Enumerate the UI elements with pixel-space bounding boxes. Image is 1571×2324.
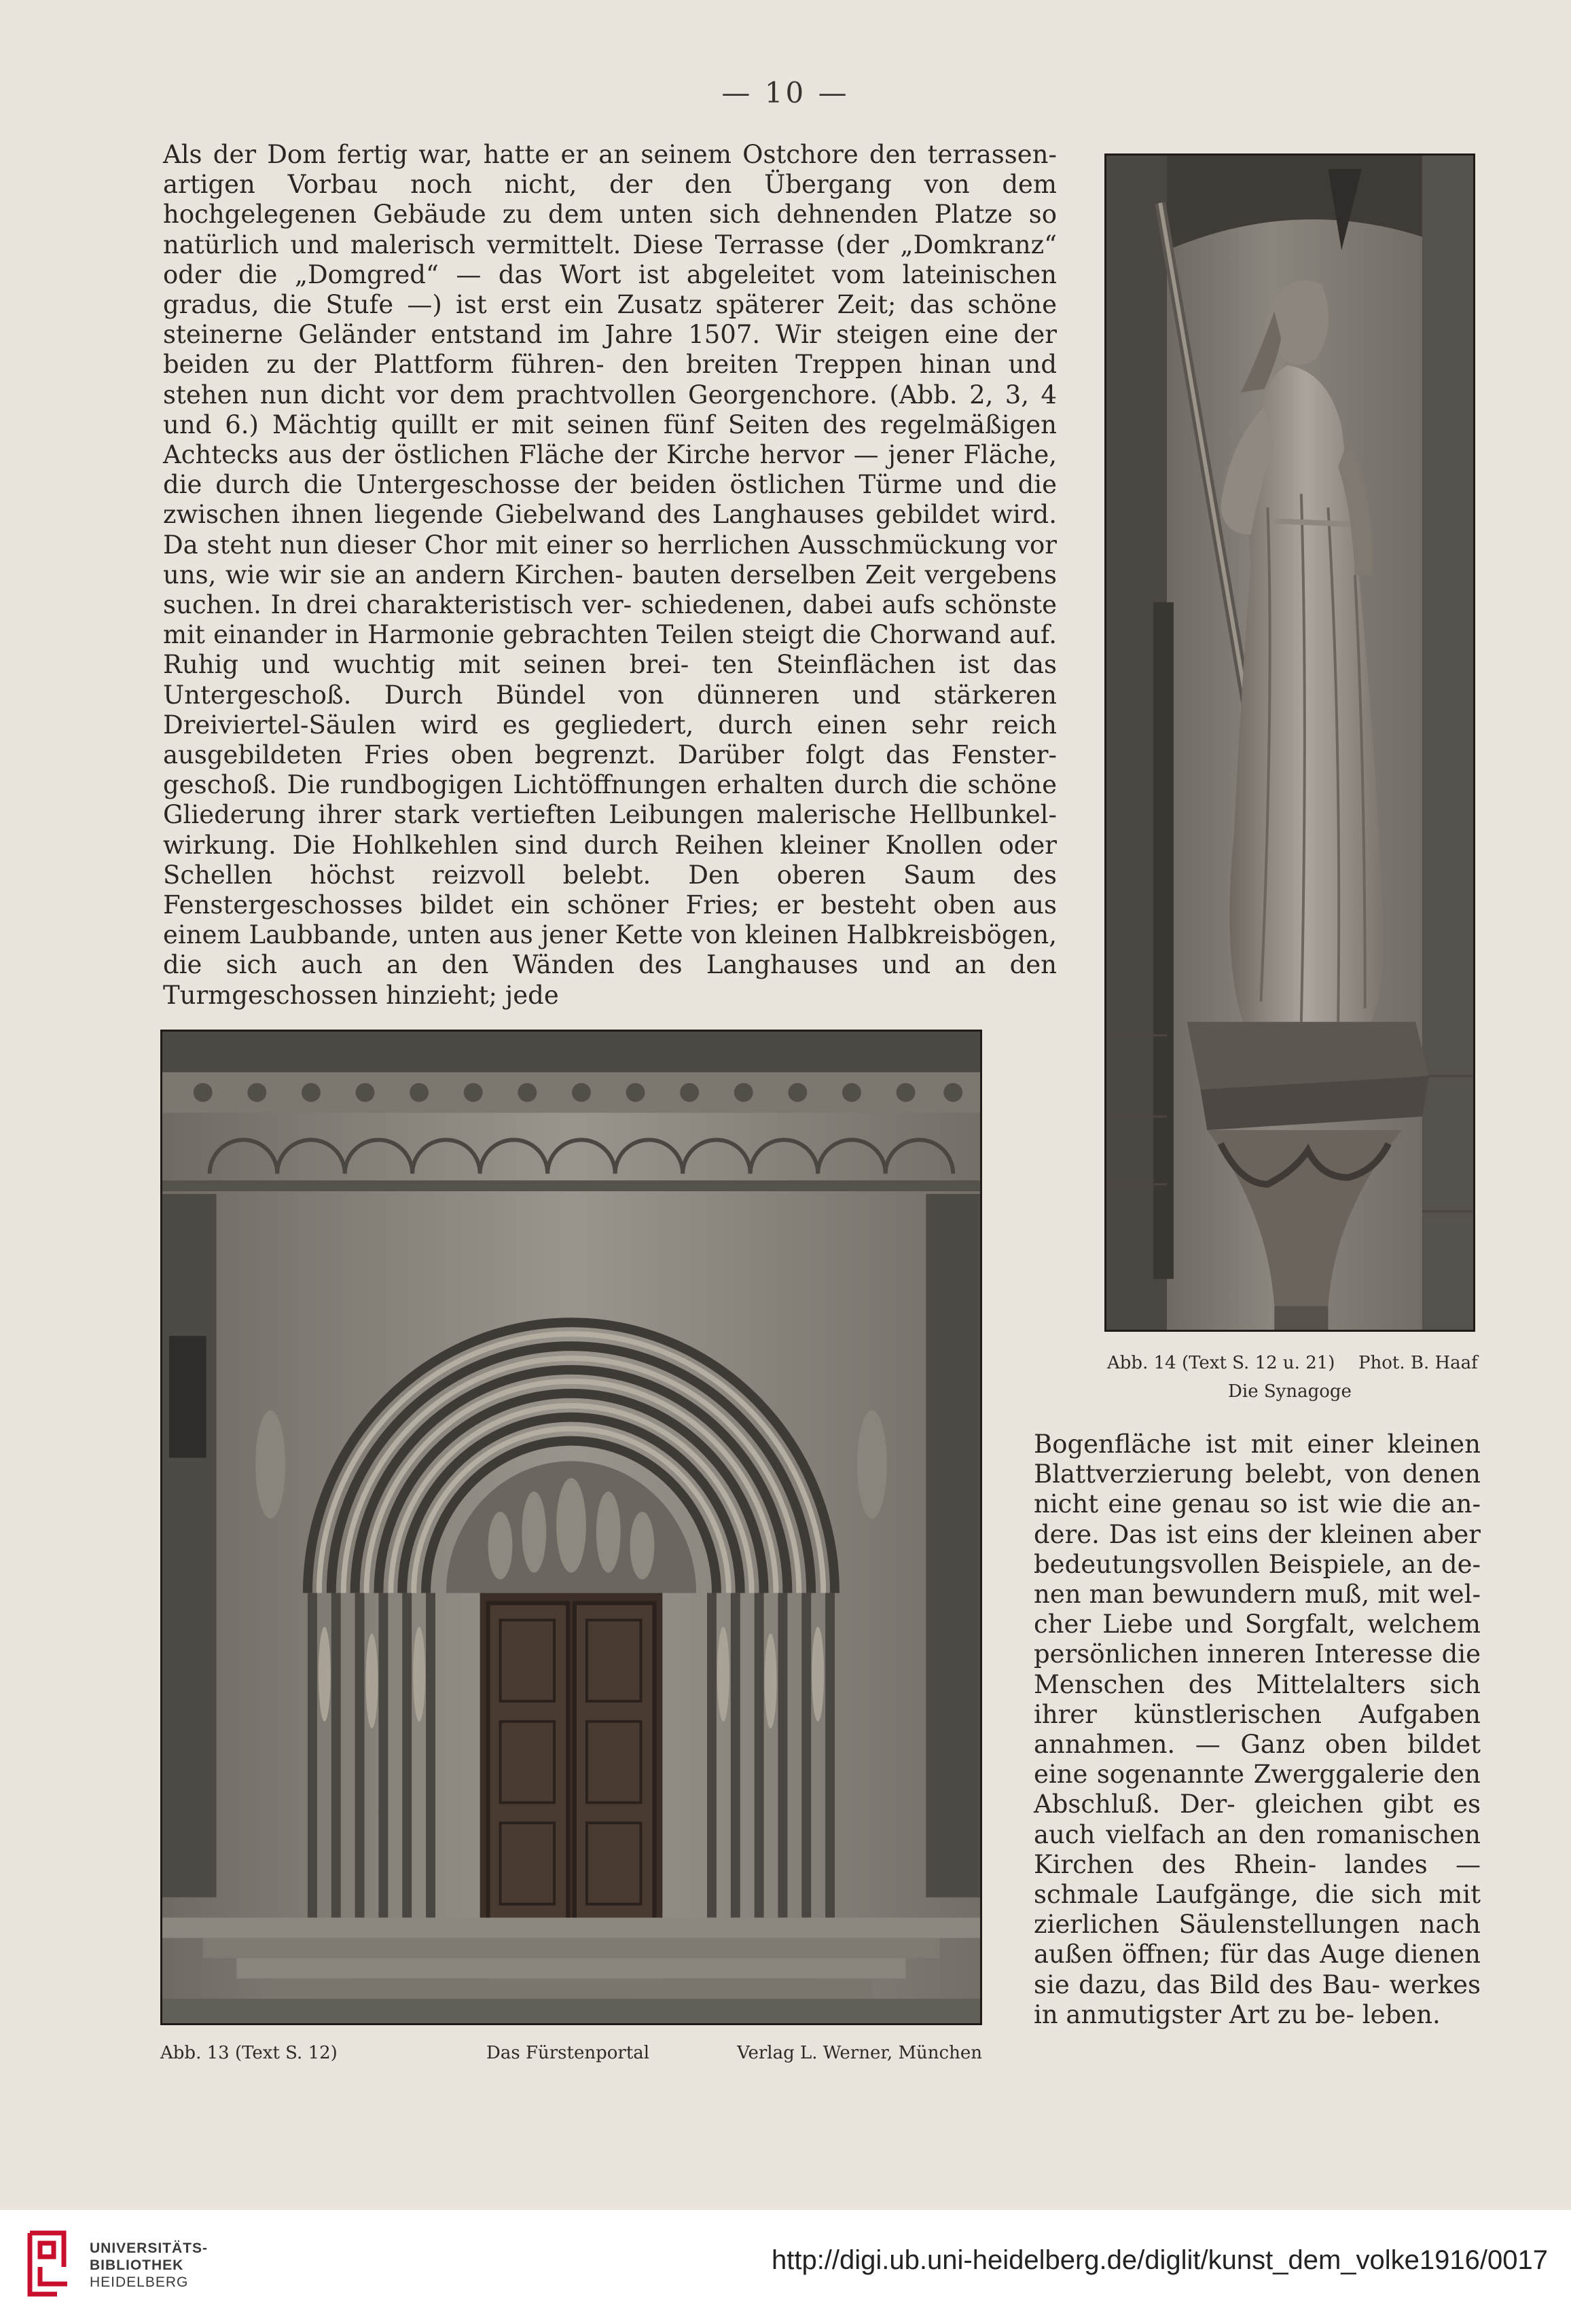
right-paragraph [1034,1430,1481,2030]
text-line: Schellen höchst reizvoll belebt. Den oberen Saum des Fenstergeschosses [163,860,1057,920]
figure13-title: Das Fürstenportal [486,2043,650,2063]
text-line: den breiten Treppen hinan und stehen nun dicht vor dem prachtvollen [163,350,1058,410]
text-line: dienen sie dazu, das Bild des Bau- [1034,1940,1481,1999]
figure14-reference: Abb. 14 (Text S. 12 u. 21) [1107,1353,1335,1373]
logo-line-1: UNIVERSITÄTS- [90,2240,209,2256]
text-line: Teilen steigt die Chorwand auf. Ruhig und wuchtig mit seinen brei- [163,620,1058,680]
page-number: — 10 — [721,76,850,109]
viewer-footer [0,2210,1571,2324]
text-line: gleichen gibt es auch vielfach an [1034,1790,1481,1849]
text-line: Georgenchore. (Abb. 2, 3, 4 und 6.) Mächtig quillt er mit seinen [163,380,1057,439]
text-line: den romanischen Kirchen des Rhein- [1034,1819,1481,1879]
text-line: wirkung. Die Hohlkehlen sind durch Reihen kleiner Knollen oder [163,830,1057,860]
text-line: werkes in anmutigster Art zu be- [1034,1969,1481,2029]
text-line: nicht eine genau so ist wie die an- [1034,1489,1481,1519]
text-line: im Jahre 1507. Wir steigen eine der beiden zu der Plattform führen- [163,320,1057,380]
figure13-publisher: Verlag L. Werner, München [737,2043,982,2063]
text-line: — Ganz oben bildet eine sogenannte [1034,1730,1481,1790]
text-line: Wänden des Langhauses und an den Turmgeschossen hinzieht; jede [163,950,1058,1010]
text-line: erst ein Zusatz späterer Zeit; das schöne steinerne Geländer entstand [163,290,1057,350]
text-line: ten Steinflächen ist das Untergeschoß. Durch Bündel von dünneren [163,650,1058,710]
text-line: — das Wort ist abgeleitet vom lateinischen gradus, die Stufe —) ist [163,259,1058,320]
statue-photo-illustration [1106,156,1473,1330]
figure14-photo-credit: Phot. B. Haaf [1358,1353,1478,1373]
text-line: Zwerggalerie den Abschluß. Der- [1034,1760,1481,1819]
text-line: künstlerischen Aufgaben annahmen. [1034,1699,1481,1760]
text-line: persönlichen inneren Interesse die [1034,1639,1481,1669]
text-line: reich ausgebildeten Fries oben begrenzt. Darüber folgt das Fenster- [163,710,1058,770]
figure13-reference: Abb. 13 (Text S. 12) [160,2043,338,2063]
text-line: Kirche hervor — jener Fläche, die durch die Untergeschosse der beiden [163,440,1057,500]
figure-portal-photo [160,1030,982,2025]
portal-photo-illustration [162,1032,980,2023]
text-line: Langhauses gebildet wird. Da steht nun dieser Chor mit einer so [163,500,1057,560]
text-line: landes — schmale Laufgänge, die [1034,1849,1481,1910]
main-text-column [163,140,1057,1011]
figure-synagoge-photo [1104,153,1475,1332]
text-line: dere. Das ist eins der kleinen aber [1034,1519,1481,1549]
text-line: bildet ein schöner Fries; er besteht oben aus einem Laubbande, unten [163,890,1057,950]
logo-line-3: HEIDELBERG [90,2274,189,2290]
text-line: und stärkeren Dreiviertel-Säulen wird es gegliedert, durch einen sehr [163,680,1057,740]
text-line: sich mit zierlichen Säulenstellungen [1034,1880,1481,1940]
text-line: fünf Seiten des regelmäßigen Achtecks aus der östlichen Fläche der [163,410,1057,470]
text-line: vermittelt. Diese Terrasse (der „Domkranz“ oder die „Domgred“ [163,230,1058,289]
right-text-column [1034,1430,1481,2030]
text-line: nen man bewundern muß, mit wel- [1034,1580,1481,1610]
logo-line-2: BIBLIOTHEK [90,2257,184,2273]
text-line: schiedenen, dabei aufs schönste mit einander in Harmonie gebrachten [163,590,1057,650]
text-line: geschoß. Die rundbogigen Lichtöffnungen erhalten durch die schöne [163,770,1057,800]
text-line: leben. [1362,1999,1441,2029]
text-line: Blattverzierung belebt, von denen [1034,1459,1481,1489]
text-line: aus jener Kette von kleinen Halbkreisbögen, die sich auch an den [163,920,1057,980]
text-line: Als der Dom fertig war, hatte er an seinem Ostchore den terrassen- [163,140,1057,169]
text-line: östlichen Türme und die zwischen ihnen liegende Giebelwand des [163,470,1058,530]
text-line: bauten derselben Zeit vergebens suchen. In drei charakteristisch ver- [163,560,1057,620]
main-paragraph [163,140,1057,1011]
source-url-link[interactable]: http://digi.ub.uni-heidelberg.de/diglit/kunst_dem_volke1916/0017 [771,2245,1548,2275]
text-line: Gliederung ihrer stark vertieften Leibungen malerische Hellbunkel- [163,800,1057,830]
text-line: Gebäude zu dem unten sich dehnenden Platze so natürlich und malerisch [163,200,1057,259]
text-line: Bogenfläche ist mit einer kleinen [1034,1430,1481,1459]
text-line: cher Liebe und Sorgfalt, welchem [1034,1610,1481,1639]
text-line: nach außen öffnen; für das Auge [1034,1910,1481,1969]
text-line: bedeutungsvollen Beispiele, an de- [1034,1549,1481,1579]
text-line: artigen Vorbau noch nicht, der den Übergang von dem hochgelegenen [163,170,1057,230]
university-library-logo-icon [16,2226,77,2308]
text-line: herrlichen Ausschmückung vor uns, wie wir sie an andern Kirchen- [163,530,1057,589]
text-line: Menschen des Mittelalters sich ihrer [1034,1669,1481,1729]
logo-wordmark [90,2240,208,2291]
figure14-title: Die Synagoge [1228,1381,1352,1402]
